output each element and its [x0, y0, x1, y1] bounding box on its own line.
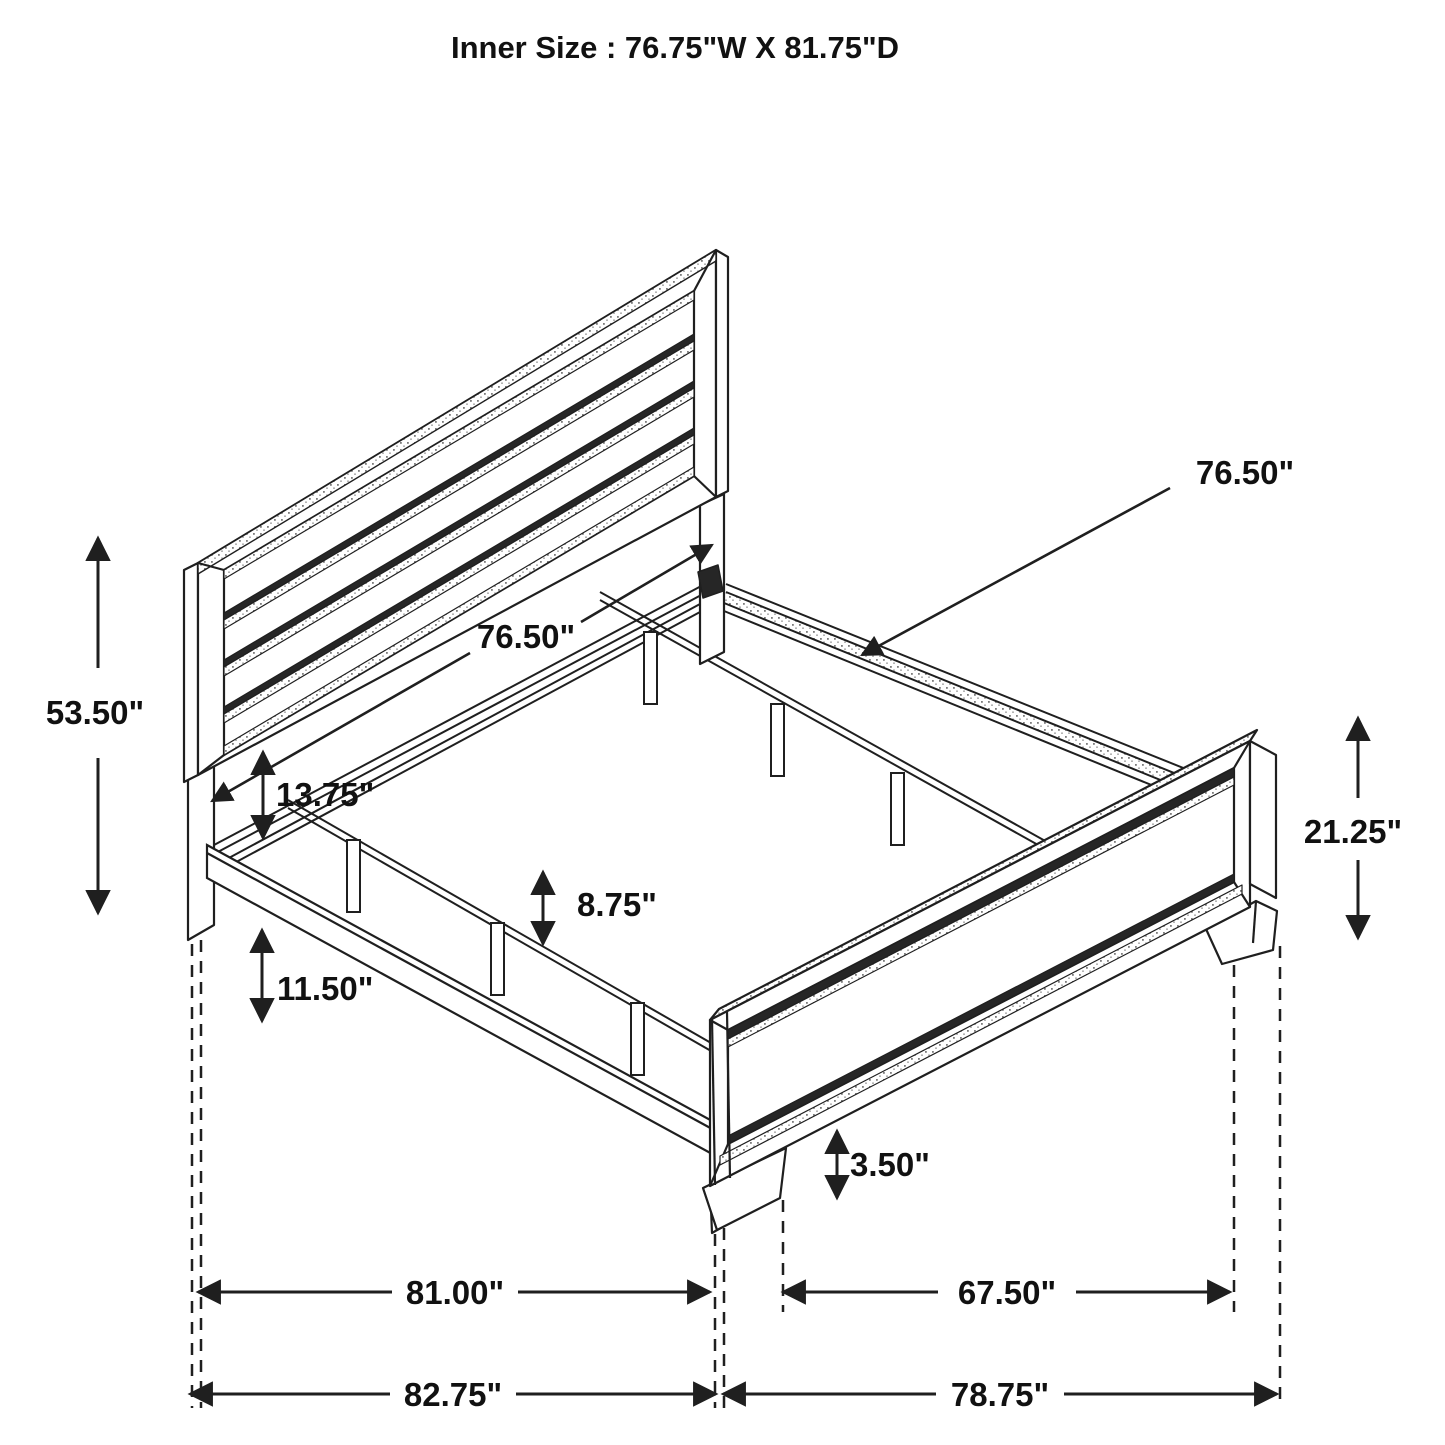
diagram-title: Inner Size : 76.75"W X 81.75"D — [450, 30, 900, 65]
dim-rail-length-leader — [862, 488, 1170, 655]
dim-inner-length-label: 81.00" — [405, 1274, 505, 1311]
dim-rail-clearance-label: 11.50" — [277, 970, 374, 1007]
support-leg — [644, 632, 904, 845]
dim-headboard-height-label: 53.50" — [45, 694, 145, 731]
dim-footboard-height-label: 21.25" — [1303, 813, 1403, 850]
center-rail-2 — [600, 592, 1090, 874]
headboard-side-face — [184, 563, 198, 782]
footboard-side-face — [1250, 741, 1276, 898]
dim-footboard-span-label: 67.50" — [957, 1274, 1057, 1311]
rail-bracket — [698, 565, 723, 598]
dim-overall-depth-label: 82.75" — [403, 1376, 503, 1413]
footboard — [703, 730, 1277, 1233]
dim-rail-length-label: 76.50" — [1195, 454, 1295, 491]
headboard-right-strip — [716, 250, 728, 497]
dim-headboard-width-label: 76.50" — [476, 618, 576, 655]
dim-footboard-clearance-label: 3.50" — [850, 1146, 930, 1183]
headboard — [184, 250, 728, 940]
dim-overall-width-label: 78.75" — [950, 1376, 1050, 1413]
dim-leg-height-label: 8.75" — [577, 886, 657, 923]
dim-panel-to-rail-label: 13.75" — [276, 776, 375, 813]
